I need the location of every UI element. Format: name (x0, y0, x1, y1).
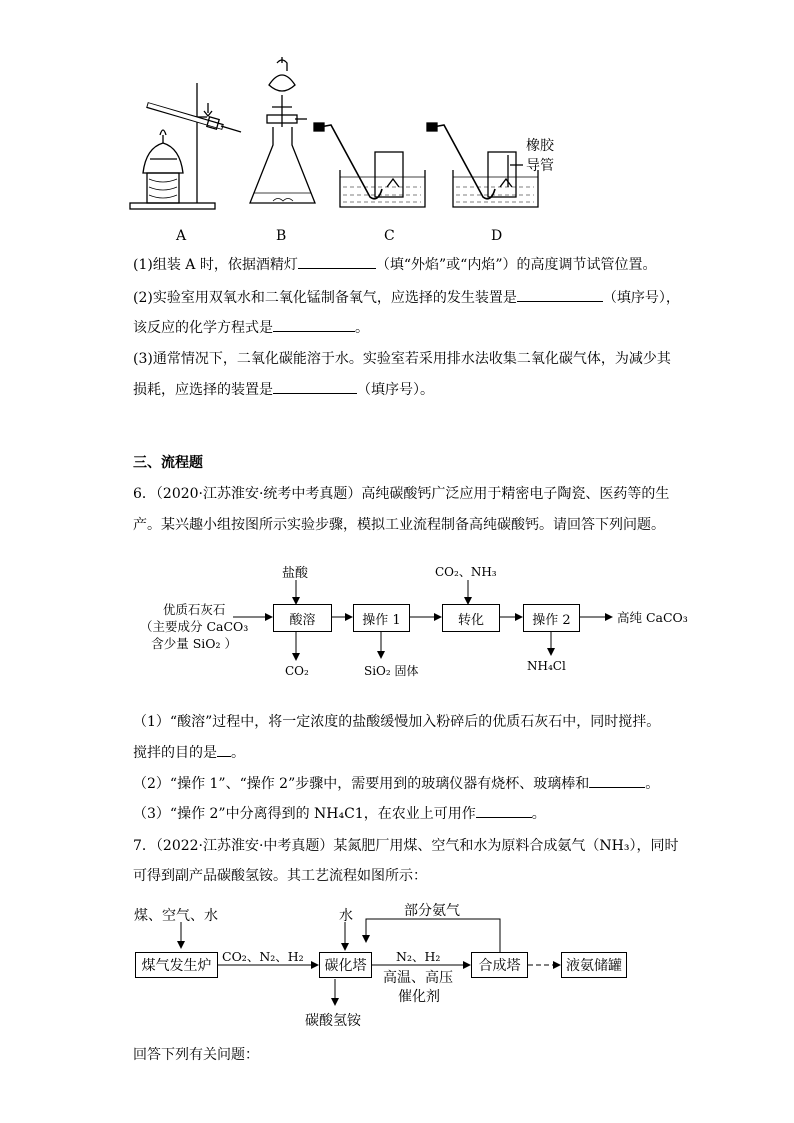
q6-out-co2: CO₂ (285, 664, 309, 678)
q6-out-nh4cl: NH₄Cl (527, 659, 566, 673)
q7-box-gas-generator: 煤气发生炉 (135, 952, 218, 978)
q6-box-acid-dissolve: 酸溶 (273, 604, 332, 632)
q6-intro-line2: 产。某兴趣小组按图所示实验步骤，模拟工业流程制备高纯碳酸钙。请回答下列问题。 (133, 517, 665, 533)
q6-box-conversion: 转化 (442, 604, 500, 632)
q6-box-operation-2: 操作 2 (523, 604, 580, 632)
q6-out-sio2: SiO₂ 固体 (364, 664, 419, 678)
q7-water-label: 水 (339, 908, 353, 924)
q6-part1-line2: 搅拌的目的是 。 (133, 742, 245, 763)
q6-part1-line1: （1）“酸溶”过程中，将一定浓度的盐酸缓慢加入粉碎后的优质石灰石中，同时搅拌。 (133, 714, 661, 730)
rubber-tube-label: 橡胶 导管 (526, 138, 554, 174)
apparatus-label-c: C (384, 228, 395, 244)
apparatus-label-d: D (491, 228, 503, 244)
q7-intro-line1: 7．（2022·江苏淮安·中考真题）某氮肥厂用煤、空气和水为原料合成氨气（NH₃），同时 (133, 838, 679, 854)
q5-part3-line1: (3)通常情况下，二氧化碳能溶于水。实验室若采用排水法收集二氧化碳气体，为减少其 (133, 351, 671, 367)
q5-part2-line2: 该反应的化学方程式是 。 (133, 317, 369, 338)
q7-answer-prompt: 回答下列有关问题： (133, 1047, 259, 1063)
q5-part1: (1)组装 A 时，依据酒精灯 （填“外焰”或“内焰”）的高度调节试管位置。 (133, 254, 656, 275)
q7-arrow1-label: CO₂、N₂、H₂ (222, 949, 304, 964)
q7-box-liquid-ammonia-tank: 液氨储罐 (561, 952, 627, 978)
q7-condition-2: 催化剂 (398, 989, 440, 1005)
q7-byproduct-label: 碳酸氢铵 (305, 1013, 361, 1029)
q7-box-synthesis-tower: 合成塔 (471, 952, 528, 978)
q6-reagent-co2-nh3: CO₂、NH₃ (435, 565, 497, 579)
q5-part2-line1: (2)实验室用双氧水和二氧化锰制备氧气，应选择的发生装置是 （填序号）， (133, 287, 680, 308)
q6-part2: （2）“操作 1”、“操作 2”步骤中，需要用到的玻璃仪器有烧杯、玻璃棒和 。 (133, 773, 659, 794)
q6-box-operation-1: 操作 1 (353, 604, 410, 632)
section-title: 三、流程题 (133, 455, 203, 471)
q7-recycle-label: 部分氨气 (404, 903, 460, 919)
q6-intro-line1: 6．（2020·江苏淮安·统考中考真题）高纯碳酸钙广泛应用于精密电子陶瓷、医药等的生 (133, 486, 670, 502)
q6-output-caco3: 高纯 CaCO₃ (617, 610, 688, 625)
q6-input-text: 优质石灰石 （主要成分 CaCO₃ 含少量 SiO₂ ） (140, 602, 249, 651)
q7-condition-1: 高温、高压 (383, 970, 453, 986)
q5-part3-line2: 损耗，应选择的装置是 （填序号）。 (133, 379, 434, 400)
apparatus-label-a: A (176, 228, 187, 244)
q6-part3: （3）“操作 2”中分离得到的 NH₄C1，在农业上可用作 。 (133, 803, 546, 824)
q6-reagent-hcl: 盐酸 (282, 566, 309, 581)
q7-raw-materials: 煤、空气、水 (134, 908, 218, 924)
q7-box-carbonization-tower: 碳化塔 (319, 952, 372, 978)
q7-intro-line2: 可得到副产品碳酸氢铵。其工艺流程如图所示： (133, 868, 427, 884)
apparatus-label-b: B (276, 228, 287, 244)
q7-arrow2-label: N₂、H₂ (396, 949, 441, 964)
